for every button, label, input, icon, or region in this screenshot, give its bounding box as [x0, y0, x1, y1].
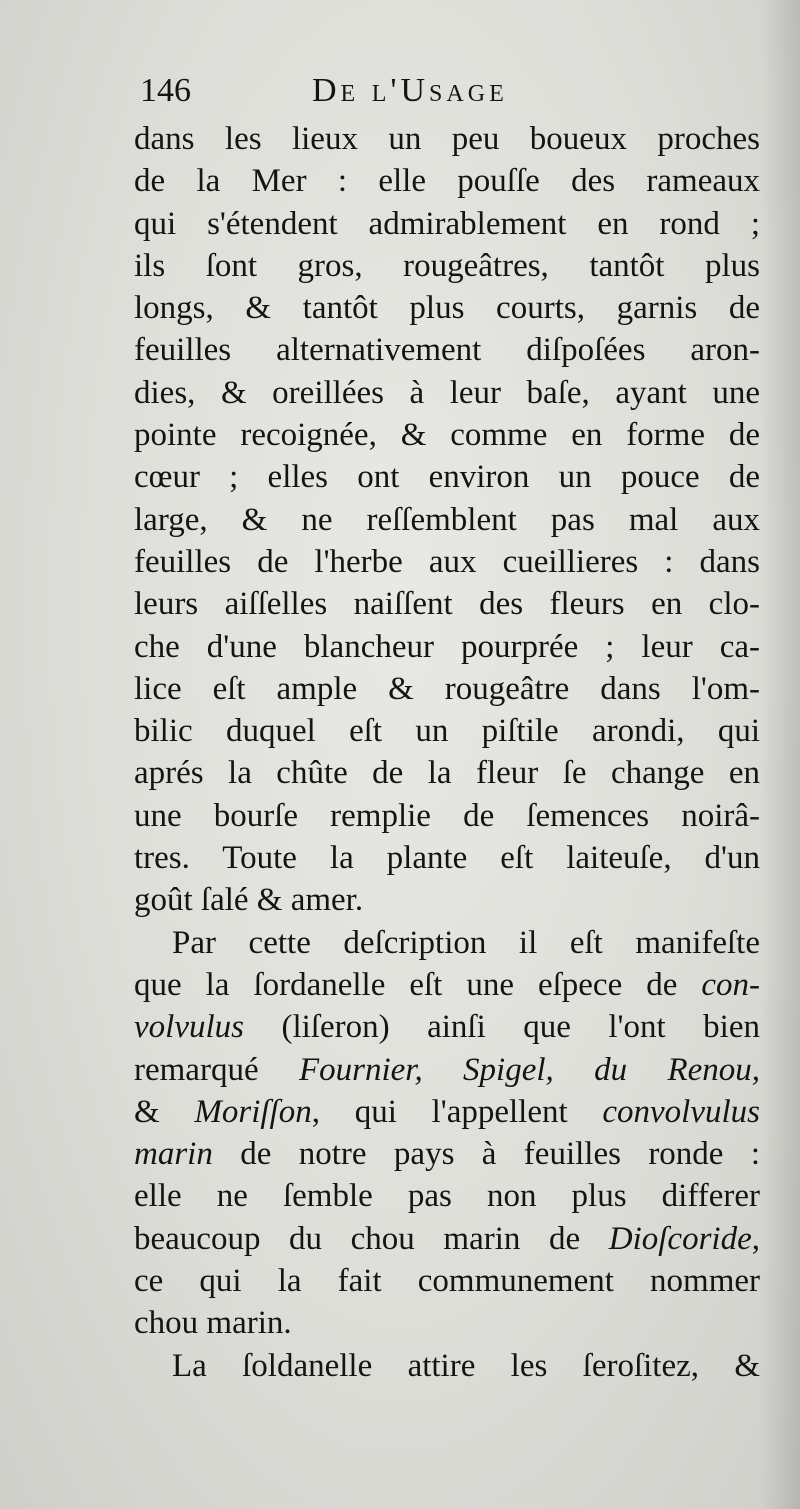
text-line: aprés la chûte de la fleur ſe change en: [134, 755, 760, 792]
text-line: feuilles alternativement diſpoſées aron-: [134, 332, 760, 369]
page-number: 146: [140, 72, 191, 109]
text-line: une bourſe remplie de ſemences noirâ-: [134, 797, 760, 834]
text-run: ,: [751, 1220, 760, 1257]
text-line: [134, 1091, 760, 1133]
page-edge-shadow: [760, 0, 800, 1509]
text-line: feuilles de l'herbe aux cueillieres : dans: [134, 543, 760, 580]
text-line: de la Mer : elle pouſſe des rameaux: [134, 163, 760, 200]
text-line: La ſoldanelle attire les ſeroſitez, &: [172, 1347, 760, 1384]
text-line: lice eſt ample & rougeâtre dans l'om-: [134, 670, 760, 707]
text-line: Par cette deſcription il eſt manifeſte: [172, 924, 760, 961]
italic-run: Dioſcoride: [608, 1220, 752, 1257]
text-line: [134, 1133, 760, 1175]
text-line: bilic duquel eſt un piſtile arondi, qui: [134, 713, 760, 750]
text-run: remarqué: [134, 1051, 299, 1088]
text-line: dans les lieux un peu boueux proches: [134, 121, 760, 157]
text-run: &: [134, 1093, 195, 1130]
text-run: , qui l'appellent: [311, 1093, 603, 1130]
text-line: [134, 1218, 760, 1260]
italic-run: volvulus: [134, 1009, 244, 1046]
italic-run: convolvulus: [602, 1093, 760, 1130]
text-run: que la ſordanelle eſt une eſpece de: [134, 966, 702, 1003]
text-line: ils ſont gros, rougeâtres, tantôt plus: [134, 247, 760, 284]
italic-run: marin: [134, 1136, 213, 1173]
text-run: de notre pays à feuilles ronde :: [212, 1136, 760, 1173]
text-line: [134, 1006, 760, 1048]
text-line: leurs aiſſelles naiſſent des fleurs en clo-: [134, 586, 760, 623]
text-line: elle ne ſemble pas non plus differer: [134, 1178, 760, 1215]
text-line: longs, & tantôt plus courts, garnis de: [134, 290, 760, 327]
italic-run: con-: [701, 966, 760, 1003]
text-line: ce qui la fait communement nommer: [134, 1263, 760, 1300]
text-line: dies, & oreillées à leur baſe, ayant une: [134, 374, 760, 411]
text-line: tres. Toute la plante eſt laiteuſe, d'un: [134, 840, 760, 877]
text-line: chou marin.: [134, 1305, 292, 1342]
text-run: (liſeron) ainſi que l'ont bien: [243, 1009, 760, 1046]
text-line: pointe recoignée, & comme en forme de: [134, 417, 760, 454]
text-line: [134, 1049, 760, 1091]
text-line: [134, 964, 760, 1006]
text-run: beaucoup du chou marin de: [134, 1220, 609, 1257]
text-line: cœur ; elles ont environ un pouce de: [134, 459, 760, 496]
text-line: large, & ne reſſemblent pas mal aux: [134, 501, 760, 538]
text-line: qui s'étendent admirablement en rond ;: [134, 205, 760, 242]
text-line: che d'une blancheur pourprée ; leur ca-: [134, 628, 760, 665]
text-line: goût ſalé & amer.: [134, 882, 364, 919]
italic-run: Moriſſon: [194, 1093, 312, 1130]
running-header: [140, 72, 760, 122]
italic-run: Fournier, Spigel, du Renou,: [298, 1051, 760, 1088]
running-title: De l'Usage: [312, 72, 508, 109]
body-text: [134, 118, 760, 1387]
